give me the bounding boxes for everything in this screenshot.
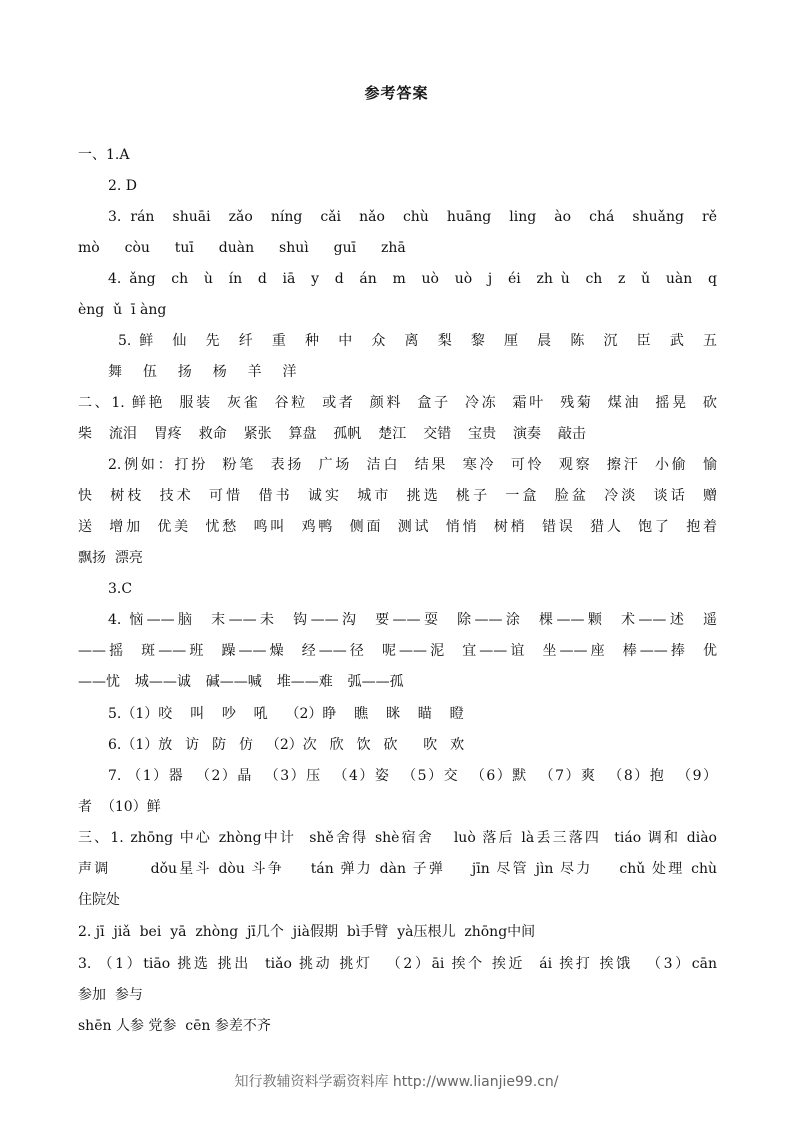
answer-line: 送 增加 优美 忧愁 鸣叫 鸡鸭 侧面 测试 悄悄 树梢 错误 猎人 饱了 抱着 <box>78 519 717 535</box>
answer-line: 6.（1）放 访 防 仿 （2）次 欣 饮 砍 吹 欢 <box>108 737 465 753</box>
answer-line: 参加 参与 <box>78 987 143 1003</box>
answer-line: 舞 伍 扬 杨 羊 洋 <box>108 364 297 380</box>
answer-line: 2. D <box>108 178 138 194</box>
answer-line: 3. rán shuāi zǎo níng cǎi nǎo chù huāng ling ào chá shuǎng rě <box>108 209 717 225</box>
answer-line: 柴 流泪 胃疼 救命 紧张 算盘 孤帆 楚江 交错 宝贵 演奏 敲击 <box>78 426 586 442</box>
answer-line: 住院处 <box>78 892 120 908</box>
answer-line: èng ǔ ī àng <box>78 302 167 318</box>
answer-line: 4. 恼——脑 末——未 钩——沟 要——耍 除——涂 棵——颗 术——述 遥 <box>108 612 717 628</box>
answer-line: 二、1. 鲜艳 服装 灰雀 谷粒 或者 颜料 盒子 冷冻 霜叶 残菊 煤油 摇晃 砍 <box>78 395 717 411</box>
page-footer: 知行教辅资料学霸资料库 http://www.lianjie99.cn/ <box>234 1074 559 1090</box>
answer-line: ——摇 斑——班 躁——燥 经——径 呢——泥 宜——谊 坐——座 棒——捧 优 <box>78 643 717 659</box>
answer-line: 7. （1）器 （2）晶 （3）压 （4）姿 （5）交 （6）默 （7）爽 （8）抱 （9） <box>108 768 717 784</box>
answer-line: 3. （1）tiāo 挑选 挑出 tiǎo 挑动 挑灯 （2）āi 挨个 挨近 ái 挨打 挨饿 （3）cān <box>78 956 717 972</box>
answer-line: 者 （10）鲜 <box>78 799 161 815</box>
answer-line: 声调 dǒu星斗 dòu 斗争 tán 弹力 dàn 子弹 jīn 尽管 jìn 尽力 chǔ 处理 chù <box>78 861 717 877</box>
answer-line: 一、1.A <box>78 147 130 163</box>
answer-line: 3.C <box>108 581 133 597</box>
answer-line: 三、1. zhōng 中心 zhòng中计 shě舍得 shè宿舍 luò 落后 là丢三落四 tiáo 调和 diào <box>78 830 717 846</box>
answer-line: 5. 鲜 仙 先 纤 重 种 中 众 离 梨 黎 厘 晨 陈 沉 臣 武 五 <box>118 333 717 349</box>
page-title: 参考答案 <box>364 84 429 102</box>
answer-line: 2.例如：打扮 粉笔 表扬 广场 洁白 结果 寒冷 可怜 观察 擦汗 小偷 愉 <box>108 457 717 473</box>
answer-line: 飘扬 漂亮 <box>78 550 143 566</box>
answer-line: ——忧 城——诚 碱——喊 堆——难 弧——孤 <box>78 674 404 690</box>
answer-line: shēn 人参 党参 cēn 参差不齐 <box>78 1018 271 1034</box>
answer-line: 快 树枝 技术 可惜 借书 诚实 城市 挑选 桃子 一盒 脸盆 冷淡 谈话 赠 <box>78 488 717 504</box>
answer-line: 2. jī jiǎ bei yā zhòng jī几个 jià假期 bì手臂 yà压根儿 zhōng中间 <box>78 924 536 940</box>
answer-line: 4. ǎng ch ù ín d iā y d án m uò uò j éi zh ù ch z ǔ uàn q <box>108 271 717 287</box>
answer-line: mò còu tuī duàn shuì guī zhā <box>78 240 406 256</box>
answer-line: 5.（1）咬 叫 吵 吼 （2）睁 瞧 眯 瞄 瞪 <box>108 706 464 722</box>
